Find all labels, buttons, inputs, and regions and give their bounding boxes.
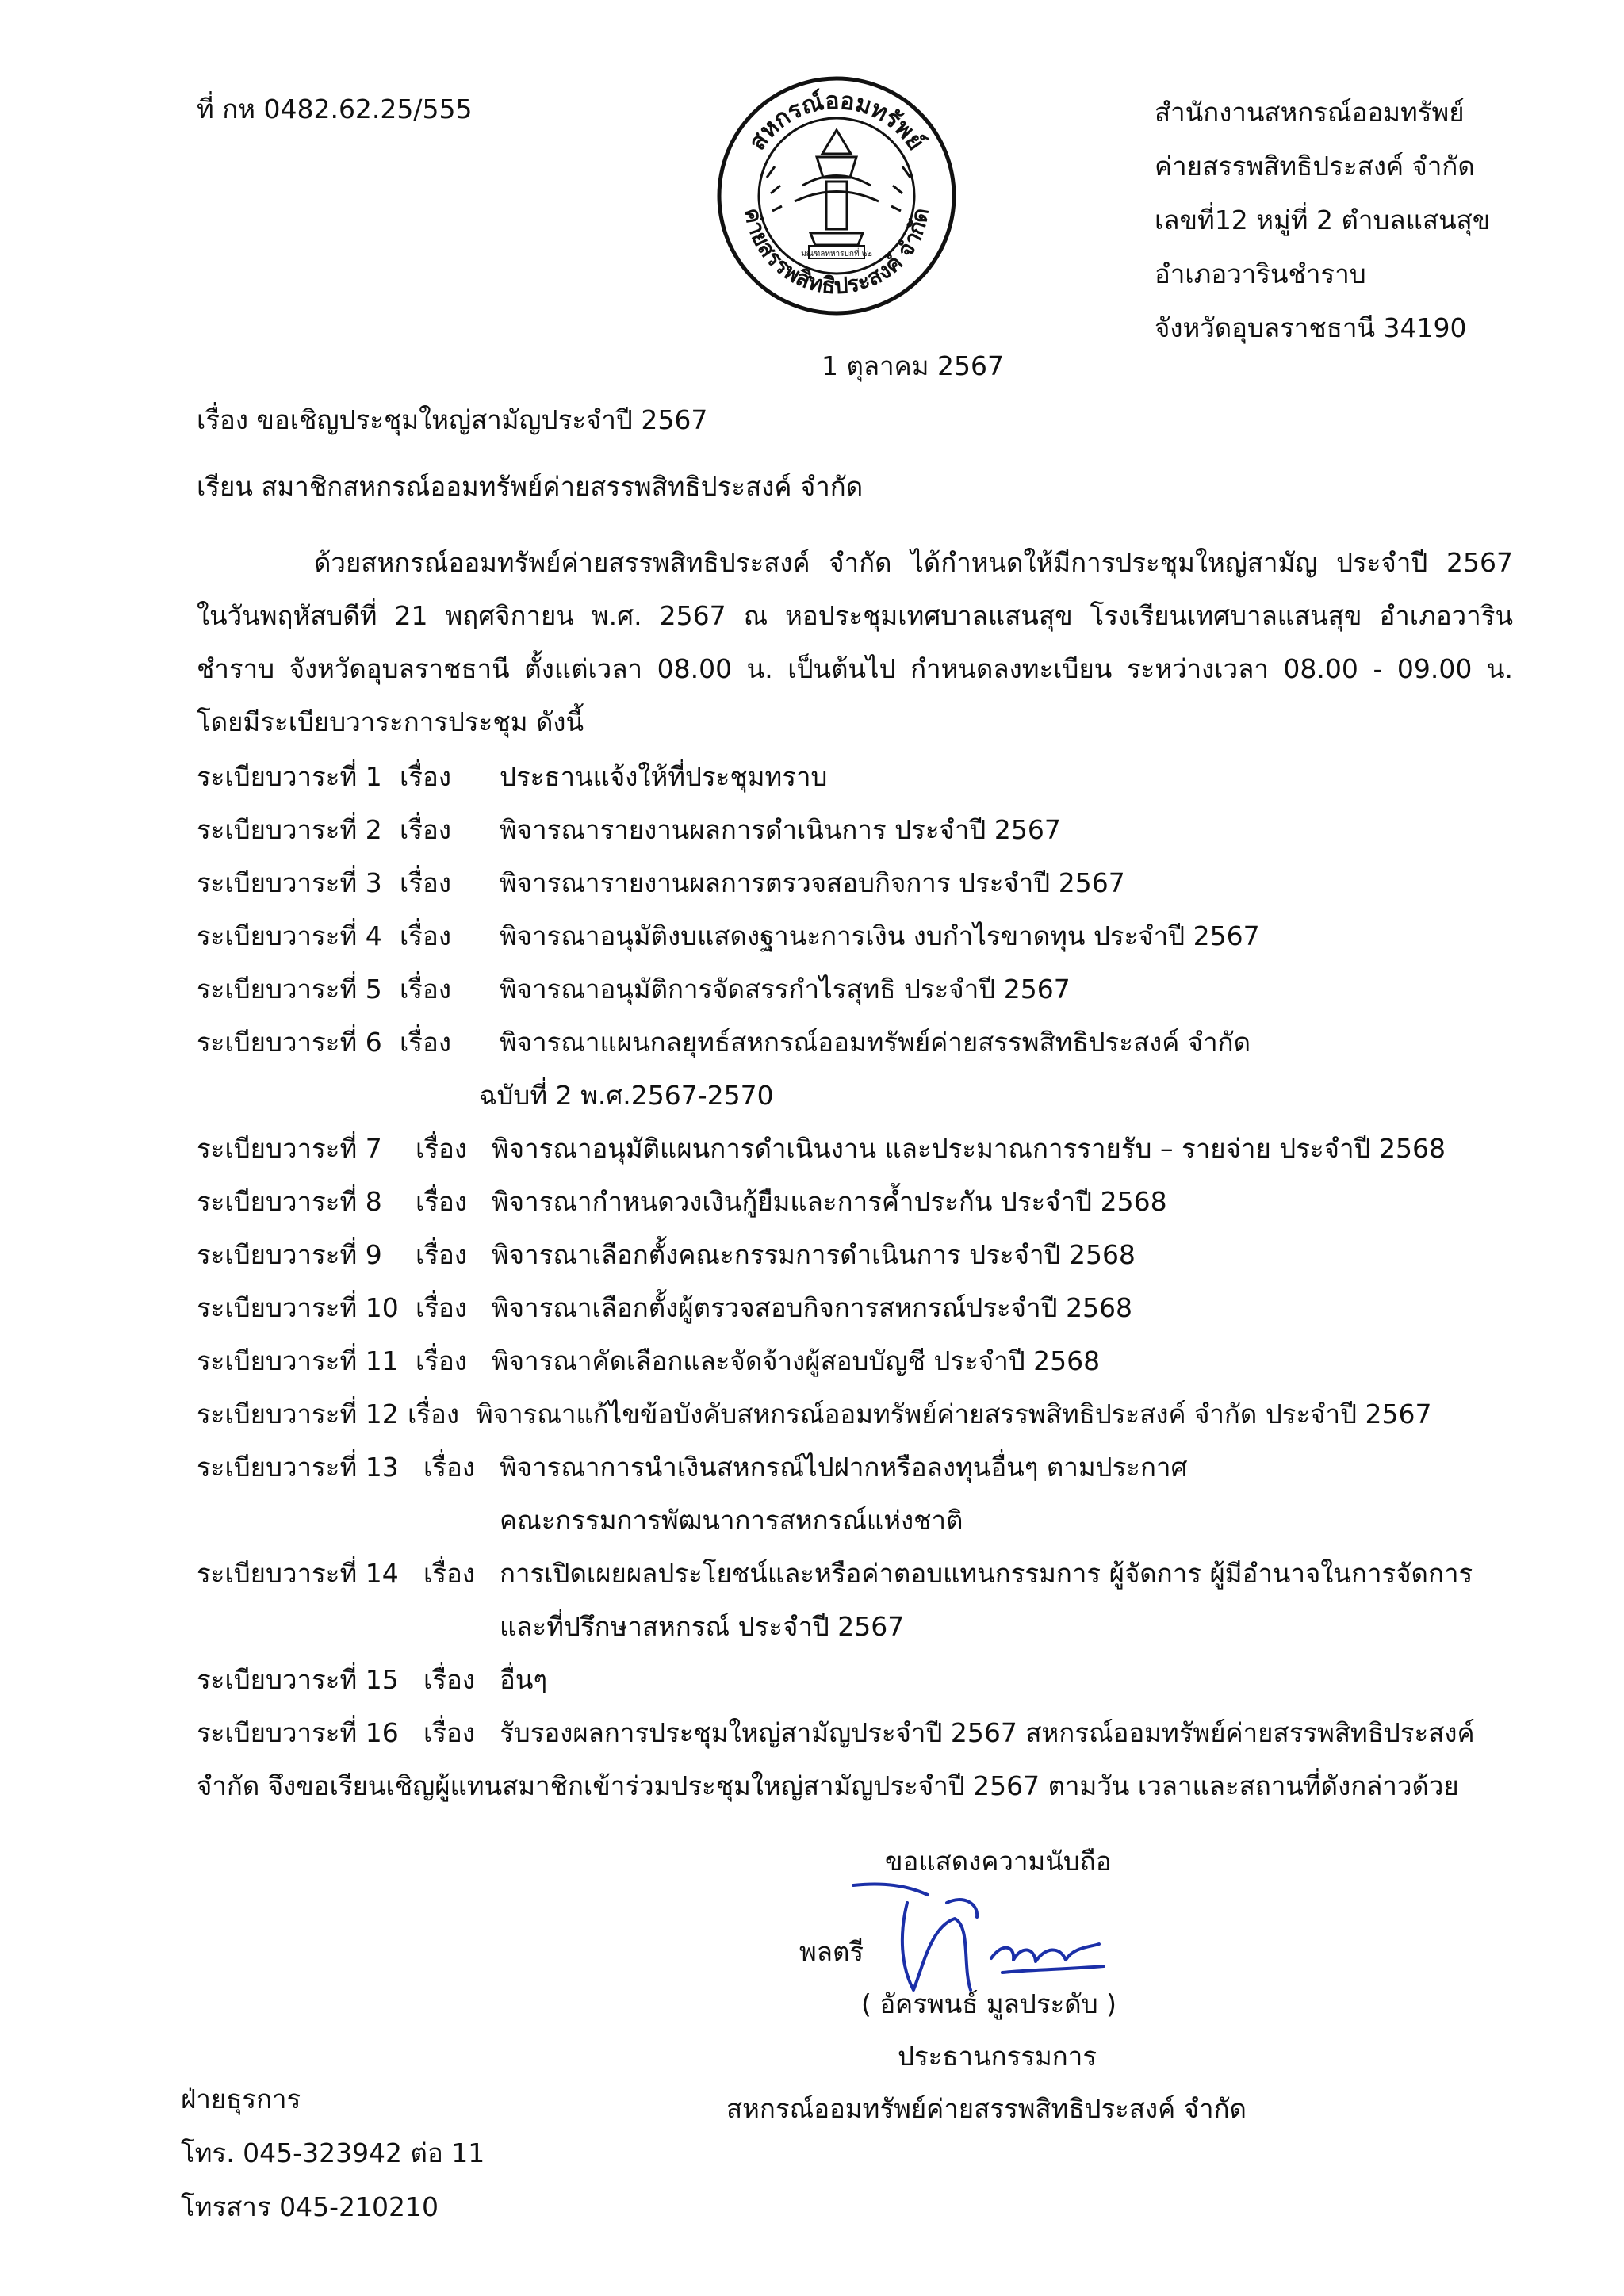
address-line: จังหวัดอุบลราชธานี 34190 <box>1155 312 1467 343</box>
agenda-label: ระเบียบวาระที่ 10 <box>197 1292 399 1323</box>
agenda-keyword: เรื่อง <box>400 761 451 792</box>
agenda-label: ระเบียบวาระที่ 3 <box>197 867 382 898</box>
letter-date: 1 ตุลาคม 2567 <box>822 350 1004 381</box>
seal-bottom-text: ค่ายสรรพสิทธิประสงค์ จำกัด <box>739 205 934 300</box>
agenda-keyword: เรื่อง <box>400 974 451 1004</box>
agenda-text: พิจารณาอนุมัติการจัดสรรกำไรสุทธิ ประจำปี 2567 <box>500 974 1071 1004</box>
seal-top-text: สหกรณ์ออมทรัพย์ <box>743 86 930 156</box>
letter-subject: เรื่อง ขอเชิญประชุมใหญ่สามัญประจำปี 2567 <box>197 404 708 435</box>
address-line: อำเภอวารินชำราบ <box>1155 258 1366 289</box>
agenda-keyword: เรื่อง <box>423 1664 475 1695</box>
seal-center-text: มณฑลทหารบกที่ ๒๒ <box>801 250 872 258</box>
agenda-label: ระเบียบวาระที่ 16 <box>197 1717 399 1748</box>
signatory-name: ( อัครพนธ์ มูลประดับ ) <box>861 1988 1117 2019</box>
agenda-text: พิจารณาอนุมัติงบแสดงฐานะการเงิน งบกำไรขาดทุน ประจำปี 2567 <box>500 920 1260 951</box>
agenda-continuation-text: และที่ปรึกษาสหกรณ์ ประจำปี 2567 <box>500 1611 905 1642</box>
reference-number: ที่ กห 0482.62.25/555 <box>197 94 473 124</box>
agenda-text: พิจารณาเลือกตั้งคณะกรรมการดำเนินการ ประจำปี 2568 <box>492 1239 1136 1270</box>
signatory-rank: พลตรี <box>799 1936 864 1967</box>
body-line: โดยมีระเบียบวาระการประชุม ดังนี้ <box>197 706 584 737</box>
agenda-text: รับรองผลการประชุมใหญ่สามัญประจำปี 2567 สหกรณ์ออมทรัพย์ค่ายสรรพสิทธิประสงค์ <box>500 1717 1475 1748</box>
closing-paragraph-text: จำกัด จึงขอเรียนเชิญผู้แทนสมาชิกเข้าร่วมประชุมใหญ่สามัญประจำปี 2567 ตามวัน เวลาและสถานที่ดังกล่าวด้วย <box>197 1770 1459 1801</box>
address-line: ค่ายสรรพสิทธิประสงค์ จำกัด <box>1155 151 1475 182</box>
agenda-text: พิจารณาอนุมัติแผนการดำเนินงาน และประมาณการรายรับ – รายจ่าย ประจำปี 2568 <box>492 1133 1446 1164</box>
agenda-item-continuation <box>197 1494 1529 1547</box>
agenda-label: ระเบียบวาระที่ 7 <box>197 1133 382 1164</box>
agenda-text: พิจารณาแก้ไขข้อบังคับสหกรณ์ออมทรัพย์ค่ายสรรพสิทธิประสงค์ จำกัด ประจำปี 2567 <box>476 1399 1432 1429</box>
agenda-text: ประธานแจ้งให้ที่ประชุมทราบ <box>500 761 828 792</box>
agenda-label: ระเบียบวาระที่ 9 <box>197 1239 382 1270</box>
letter-body <box>197 536 1513 748</box>
agenda-keyword: เรื่อง <box>400 814 451 845</box>
agenda-item <box>197 1175 1529 1228</box>
agenda-text: พิจารณาแผนกลยุทธ์สหกรณ์ออมทรัพย์ค่ายสรรพสิทธิประสงค์ จำกัด <box>500 1027 1251 1058</box>
agenda-keyword: เรื่อง <box>416 1292 467 1323</box>
agenda-item <box>197 1653 1529 1706</box>
cooperative-seal-icon <box>715 75 958 317</box>
signatory-organization: สหกรณ์ออมทรัพย์ค่ายสรรพสิทธิประสงค์ จำกัด <box>726 2093 1247 2124</box>
agenda-keyword: เรื่อง <box>408 1399 459 1429</box>
agenda-item <box>197 962 1529 1016</box>
agenda-text: พิจารณากำหนดวงเงินกู้ยืมและการค้ำประกัน ประจำปี 2568 <box>492 1186 1167 1217</box>
agenda-keyword: เรื่อง <box>400 920 451 951</box>
agenda-continuation-text: ฉบับที่ 2 พ.ศ.2567-2570 <box>479 1080 774 1111</box>
agenda-text: พิจารณาการนำเงินสหกรณ์ไปฝากหรือลงทุนอื่นๆ ตามประกาศ <box>500 1452 1188 1483</box>
agenda-keyword: เรื่อง <box>423 1558 475 1589</box>
agenda-keyword: เรื่อง <box>416 1239 467 1270</box>
agenda-item <box>197 1441 1529 1494</box>
body-line: ด้วยสหกรณ์ออมทรัพย์ค่ายสรรพสิทธิประสงค์ จำกัด ได้กำหนดให้มีการประชุมใหญ่สามัญ ประจำปี 2567 <box>314 547 1513 578</box>
agenda-keyword: เรื่อง <box>416 1345 467 1376</box>
agenda-label: ระเบียบวาระที่ 14 <box>197 1558 399 1589</box>
agenda-text: พิจารณารายงานผลการตรวจสอบกิจการ ประจำปี 2567 <box>500 867 1125 898</box>
agenda-text: อื่นๆ <box>500 1664 548 1695</box>
agenda-text: การเปิดเผยผลประโยชน์และหรือค่าตอบแทนกรรมการ ผู้จัดการ ผู้มีอำนาจในการจัดการ <box>500 1558 1473 1589</box>
agenda-text: พิจารณารายงานผลการดำเนินการ ประจำปี 2567 <box>500 814 1061 845</box>
agenda-item <box>197 1281 1529 1334</box>
agenda-label: ระเบียบวาระที่ 13 <box>197 1452 399 1483</box>
agenda-text: พิจารณาเลือกตั้งผู้ตรวจสอบกิจการสหกรณ์ประจำปี 2568 <box>492 1292 1133 1323</box>
agenda-label: ระเบียบวาระที่ 6 <box>197 1027 382 1058</box>
body-line: ในวันพฤหัสบดีที่ 21 พฤศจิกายน พ.ศ. 2567 ณ หอประชุมเทศบาลแสนสุข โรงเรียนเทศบาลแสนสุข อำเภอวาริน <box>197 600 1513 631</box>
agenda-label: ระเบียบวาระที่ 4 <box>197 920 382 951</box>
agenda-label: ระเบียบวาระที่ 1 <box>197 761 382 792</box>
agenda-item <box>197 856 1529 909</box>
agenda-keyword: เรื่อง <box>400 1027 451 1058</box>
agenda-list <box>197 750 1529 1812</box>
address-line: เลขที่12 หมู่ที่ 2 ตำบลแสนสุข <box>1155 205 1491 235</box>
agenda-keyword: เรื่อง <box>416 1133 467 1164</box>
agenda-item <box>197 1547 1529 1600</box>
agenda-item <box>197 1228 1529 1281</box>
agenda-text: พิจารณาคัดเลือกและจัดจ้างผู้สอบบัญชี ประจำปี 2568 <box>492 1345 1101 1376</box>
agenda-keyword: เรื่อง <box>423 1452 475 1483</box>
agenda-item <box>197 1016 1529 1069</box>
agenda-item <box>197 1122 1529 1175</box>
handwritten-signature-icon <box>852 1871 1113 2006</box>
closing-paragraph <box>197 1759 1529 1812</box>
agenda-label: ระเบียบวาระที่ 5 <box>197 974 382 1004</box>
agenda-label: ระเบียบวาระที่ 8 <box>197 1186 382 1217</box>
signatory-position: ประธานกรรมการ <box>898 2041 1097 2072</box>
agenda-label: ระเบียบวาระที่ 15 <box>197 1664 399 1695</box>
agenda-label: ระเบียบวาระที่ 2 <box>197 814 382 845</box>
agenda-keyword: เรื่อง <box>423 1717 475 1748</box>
footer-fax: โทรสาร 045-210210 <box>181 2191 439 2222</box>
letter-salutation: เรียน สมาชิกสหกรณ์ออมทรัพย์ค่ายสรรพสิทธิประสงค์ จำกัด <box>197 471 864 502</box>
agenda-item <box>197 750 1529 803</box>
agenda-item <box>197 1387 1529 1441</box>
sender-address <box>1155 86 1490 355</box>
agenda-keyword: เรื่อง <box>416 1186 467 1217</box>
agenda-item <box>197 1706 1529 1759</box>
footer-telephone: โทร. 045-323942 ต่อ 11 <box>181 2137 485 2168</box>
footer-department: ฝ่ายธุรการ <box>181 2084 301 2114</box>
closing-salutation: ขอแสดงความนับถือ <box>885 1846 1112 1877</box>
address-line: สำนักงานสหกรณ์ออมทรัพย์ <box>1155 97 1465 128</box>
body-line: ชำราบ จังหวัดอุบลราชธานี ตั้งแต่เวลา 08.00 น. เป็นต้นไป กำหนดลงทะเบียน ระหว่างเวลา 08.00 - 09.00 น. <box>197 653 1513 684</box>
agenda-label: ระเบียบวาระที่ 12 <box>197 1399 399 1429</box>
agenda-item-continuation <box>197 1069 1529 1122</box>
agenda-item <box>197 1334 1529 1387</box>
agenda-item-continuation <box>197 1600 1529 1653</box>
agenda-continuation-text: คณะกรรมการพัฒนาการสหกรณ์แห่งชาติ <box>500 1505 963 1536</box>
agenda-keyword: เรื่อง <box>400 867 451 898</box>
agenda-item <box>197 803 1529 856</box>
agenda-label: ระเบียบวาระที่ 11 <box>197 1345 399 1376</box>
agenda-item <box>197 909 1529 962</box>
